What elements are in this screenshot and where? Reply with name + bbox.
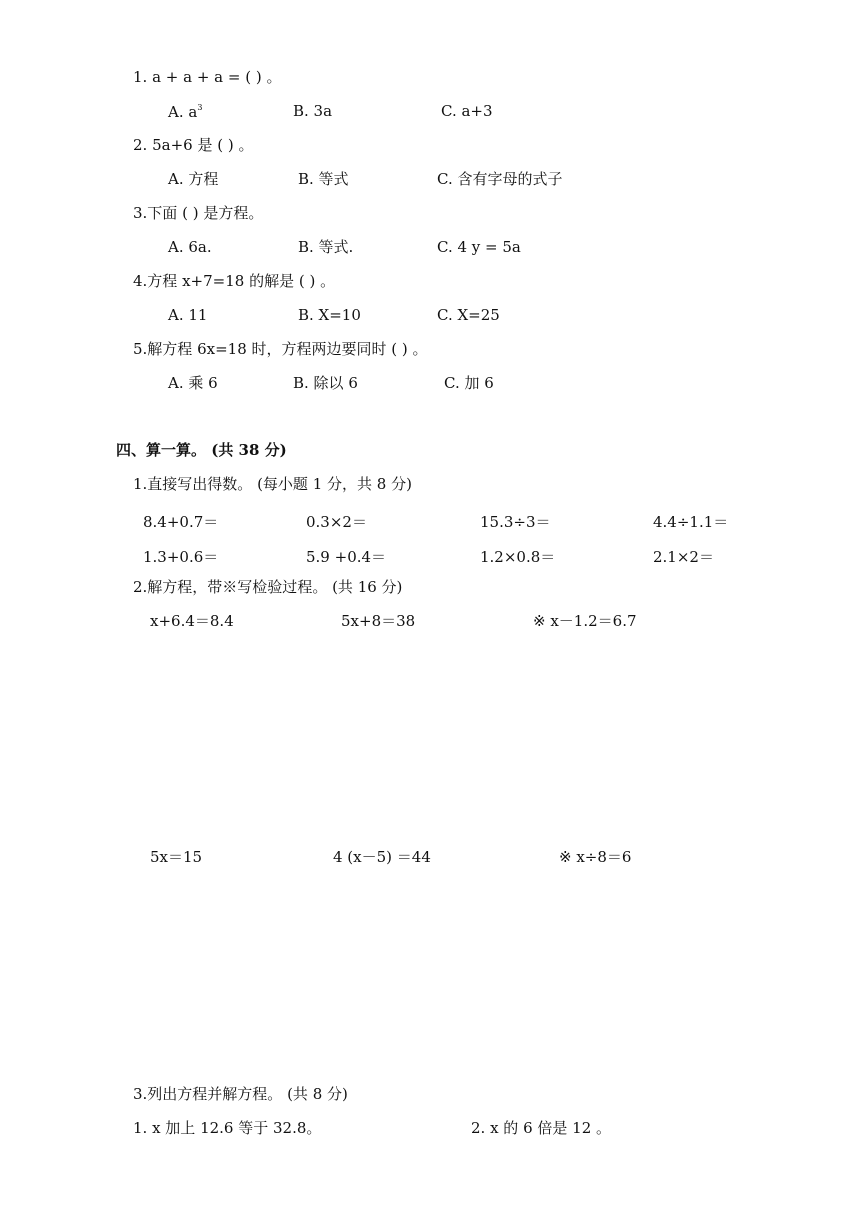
question-5-option-a: A. 乘 6 — [168, 374, 218, 392]
question-4-stem: 4.方程 x+7=18 的解是 ( ) 。 — [133, 272, 336, 290]
section-4-title: 四、算一算。 (共 38 分) — [116, 441, 287, 459]
question-5-stem: 5.解方程 6x=18 时，方程两边要同时 ( ) 。 — [133, 340, 428, 358]
option-a-exponent: 3 — [197, 103, 203, 112]
mental-math-item: 0.3×2＝ — [306, 513, 367, 531]
question-1-stem: 1. a + a + a = ( ) 。 — [133, 68, 282, 86]
equation-item: 5x＝15 — [150, 848, 203, 866]
question-3-option-a: A. 6a. — [168, 238, 212, 256]
part-1-title: 1.直接写出得数。 (每小题 1 分，共 8 分) — [133, 475, 412, 493]
question-1-option-b: B. 3a — [293, 102, 333, 120]
question-3-option-c: C. 4 y = 5a — [437, 238, 521, 256]
question-4-option-b: B. X=10 — [298, 306, 361, 324]
question-2-option-b: B. 等式 — [298, 170, 349, 188]
equation-item: 4 (x－5) ＝44 — [333, 848, 431, 866]
question-2-option-c: C. 含有字母的式子 — [437, 170, 563, 188]
mental-math-item: 4.4÷1.1＝ — [653, 513, 729, 531]
word-problem-2: 2. x 的 6 倍是 12 。 — [471, 1119, 612, 1137]
question-5-option-c: C. 加 6 — [444, 374, 494, 392]
question-4-option-c: C. X=25 — [437, 306, 500, 324]
mental-math-item: 1.2×0.8＝ — [480, 548, 556, 566]
question-5-option-b: B. 除以 6 — [293, 374, 358, 392]
question-3-option-b: B. 等式. — [298, 238, 354, 256]
part-3-title: 3.列出方程并解方程。 (共 8 分) — [133, 1085, 348, 1103]
part-2-title: 2.解方程，带※写检验过程。 (共 16 分) — [133, 578, 403, 596]
question-2-stem: 2. 5a+6 是 ( ) 。 — [133, 136, 254, 154]
equation-item: ※ x－1.2＝6.7 — [533, 612, 637, 630]
question-3-stem: 3.下面 ( ) 是方程。 — [133, 204, 264, 222]
question-1-option-a — [168, 104, 202, 120]
mental-math-item: 1.3+0.6＝ — [143, 548, 219, 566]
mental-math-item: 5.9 +0.4＝ — [306, 548, 387, 566]
question-1-option-c: C. a+3 — [441, 102, 493, 120]
equation-item: x+6.4＝8.4 — [150, 612, 234, 630]
mental-math-item: 8.4+0.7＝ — [143, 513, 219, 531]
option-a-text: A. a — [168, 103, 198, 121]
equation-item: 5x+8＝38 — [341, 612, 416, 630]
question-4-option-a: A. 11 — [168, 306, 208, 324]
question-2-option-a: A. 方程 — [168, 170, 219, 188]
equation-item: ※ x÷8＝6 — [559, 848, 632, 866]
word-problem-1: 1. x 加上 12.6 等于 32.8。 — [133, 1119, 322, 1137]
mental-math-item: 15.3÷3＝ — [480, 513, 551, 531]
mental-math-item: 2.1×2＝ — [653, 548, 714, 566]
